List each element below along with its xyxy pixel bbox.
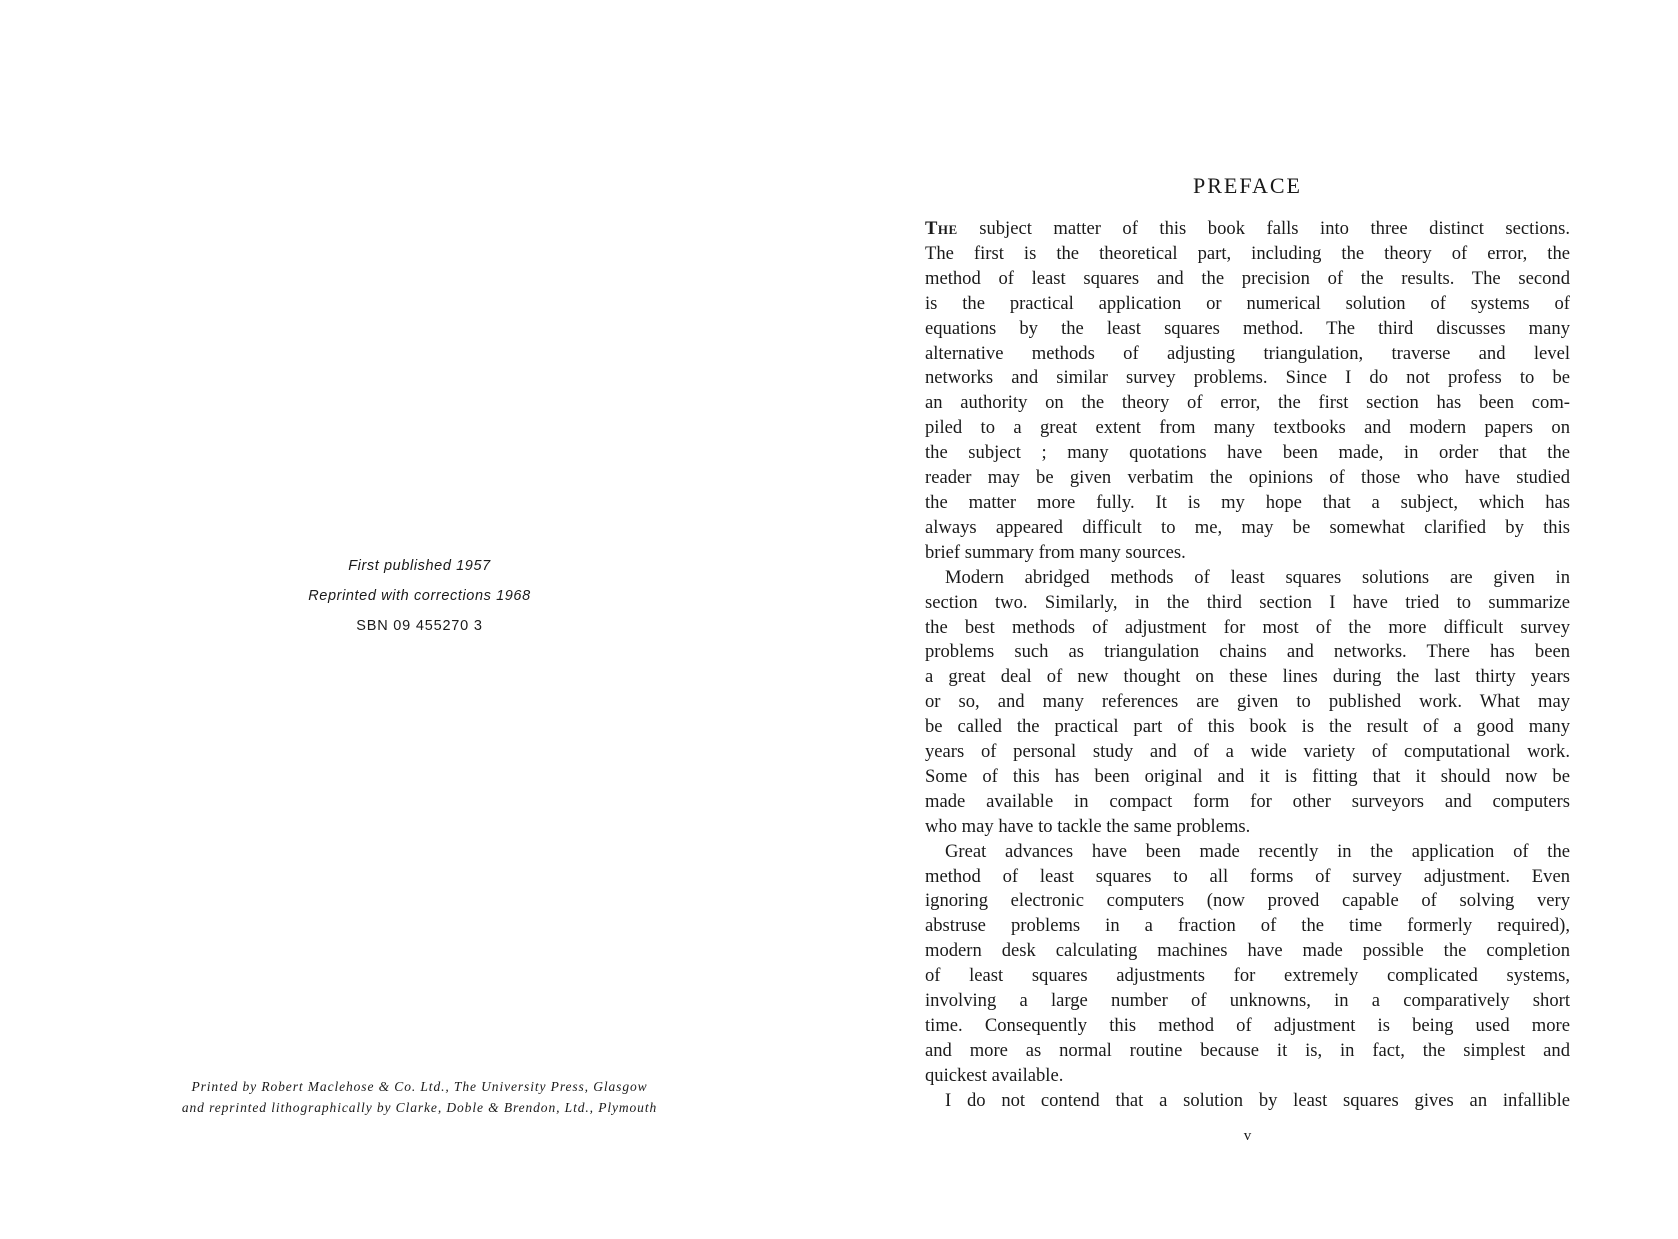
text-line: of least squares adjustments for extremely complicated systems, [925, 965, 1570, 987]
printer-line: Printed by Robert Maclehose & Co. Ltd., The University Press, Glasgow [191, 1079, 648, 1094]
text-line: Some of this has been original and it is fitting that it should now be [925, 765, 1570, 787]
text-line: years of personal study and of a wide variety of computational work. [925, 741, 1570, 763]
text-line: piled to a great extent from many textbooks and modern papers on [925, 417, 1570, 439]
preface-paragraph [925, 217, 1570, 566]
text-line: made available in compact form for other surveyors and computers [925, 790, 1570, 812]
preface-paragraph [925, 1089, 1570, 1114]
text-line: the subject ; many quotations have been made, in order that the [925, 442, 1570, 464]
text-line: method of least squares to all forms of survey adjustment. Even [925, 865, 1570, 887]
preface-paragraph [925, 840, 1570, 1089]
text-line: alternative methods of adjusting triangulation, traverse and level [925, 342, 1570, 364]
reprint-line: Reprinted with corrections 1968 [308, 588, 531, 604]
text-line: be called the practical part of this book is the result of a good many [925, 716, 1570, 738]
text-line: time. Consequently this method of adjustment is being used more [925, 1015, 1570, 1036]
text-line: reader may be given verbatim the opinions of those who have studied [925, 467, 1570, 489]
text-line: brief summary from many sources. [925, 541, 1186, 563]
text-line: abstruse problems in a fraction of the time formerly required), [925, 915, 1570, 937]
text-line: ignoring electronic computers (now proved capable of solving very [925, 890, 1570, 912]
text-line: is the practical application or numerical solution of systems of [925, 292, 1570, 314]
sbn-line: SBN 09 455270 3 [356, 618, 483, 634]
text-line: always appeared difficult to me, may be somewhat clarified by this [925, 516, 1570, 538]
text-line: quickest available. [925, 1064, 1064, 1086]
text-line: equations by the least squares method. The third discusses many [925, 317, 1570, 339]
text-line: involving a large number of unknowns, in a comparatively short [925, 990, 1570, 1012]
text-line: Great advances have been made recently in the application of the [945, 840, 1570, 862]
preface-body [925, 217, 1570, 1114]
text-line: problems such as triangulation chains and networks. There has been [925, 641, 1570, 663]
text-line: networks and similar survey problems. Since I do not profess to be [925, 367, 1570, 389]
printer-colophon [0, 1076, 839, 1118]
text-line: Modern abridged methods of least squares solutions are given in [945, 566, 1570, 588]
printer-line: and reprinted lithographically by Clarke, Doble & Brendon, Ltd., Plymouth [181, 1100, 658, 1115]
text-line: a great deal of new thought on these lines during the last thirty years [925, 666, 1570, 688]
text-line: the matter more fully. It is my hope that a subject, which has [925, 491, 1570, 513]
text-line: who may have to tackle the same problems. [925, 815, 1251, 837]
text-line: and more as normal routine because it is, in fact, the simplest and [925, 1039, 1570, 1061]
opening-word: The [925, 218, 958, 239]
right-page [925, 0, 1570, 1239]
text-line: section two. Similarly, in the third section I have tried to summarize [925, 591, 1570, 613]
text-line: The subject matter of this book falls into three distinct sections. [925, 218, 1570, 239]
preface-paragraph [925, 566, 1570, 840]
text-line: or so, and many references are given to published work. What may [925, 691, 1570, 713]
text-line: an authority on the theory of error, the first section has been com- [925, 392, 1570, 414]
imprint-block [0, 551, 839, 641]
first-published-line: First published 1957 [348, 558, 491, 574]
text-line: method of least squares and the precision of the results. The second [925, 267, 1570, 289]
text-line: the best methods of adjustment for most of the more difficult survey [925, 616, 1570, 638]
page-number: v [1243, 1128, 1252, 1144]
text-line: modern desk calculating machines have made possible the completion [925, 940, 1570, 962]
text-line: The first is the theoretical part, including the theory of error, the [925, 242, 1570, 264]
page-title: PREFACE [1193, 173, 1302, 198]
text-line: I do not contend that a solution by least squares gives an infallible [945, 1089, 1570, 1111]
